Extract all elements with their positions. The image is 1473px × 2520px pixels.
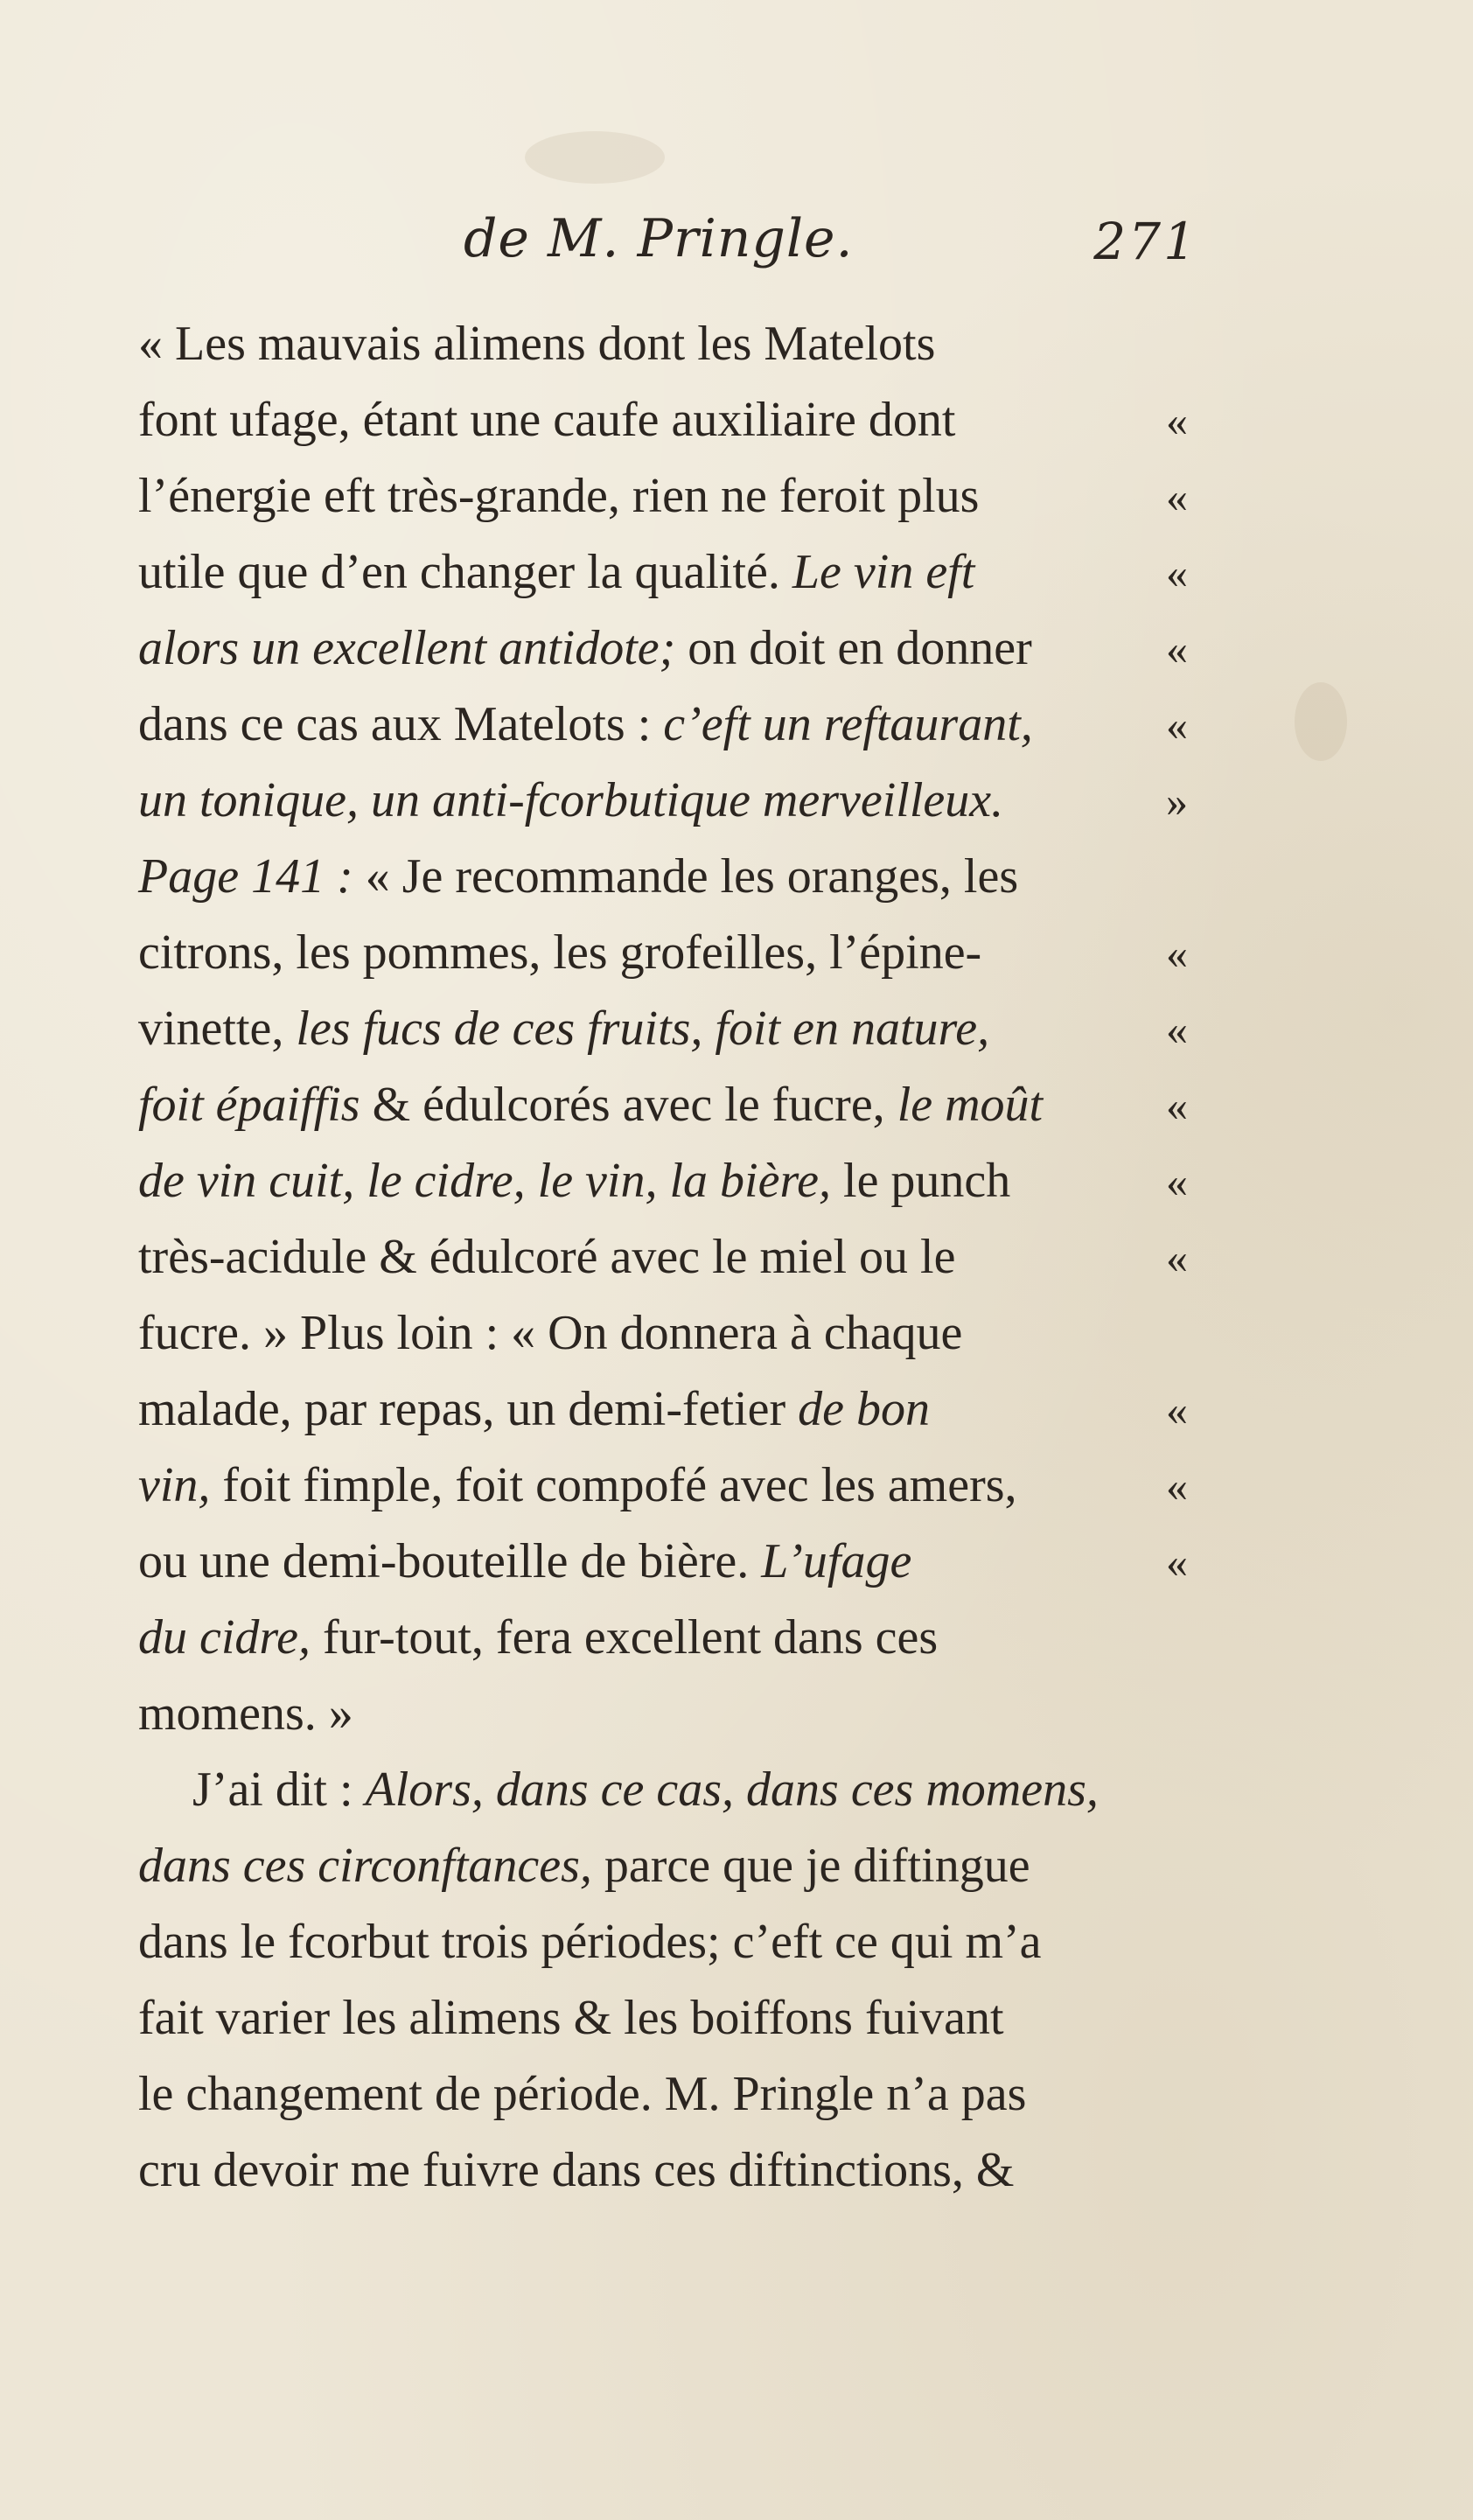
line-text (138, 1067, 1043, 1143)
text-line (138, 2056, 1188, 2133)
line-text (138, 306, 935, 382)
italic-text: c’eft un reftaurant, (663, 697, 1033, 751)
text-line (138, 839, 1188, 915)
text-line (138, 458, 1188, 534)
text-line (138, 1524, 1188, 1600)
text-line (138, 915, 1188, 991)
text-line (138, 306, 1188, 382)
text-line (138, 534, 1188, 611)
italic-text: le moût (897, 1078, 1044, 1132)
roman-text: cru devoir me fuivre dans ces diftinctions, & (138, 2143, 1015, 2197)
italic-text: L’ufage (761, 1534, 912, 1588)
text-line (138, 1219, 1188, 1295)
roman-text: dans le fcorbut trois périodes; c’eft ce qui m’a (138, 1915, 1042, 1969)
italic-text: de bon (798, 1382, 930, 1436)
text-line (138, 1067, 1188, 1143)
quote-mark: « (1166, 1538, 1188, 1587)
quote-mark: « (1166, 396, 1188, 445)
roman-text: très-acidule & édulcoré avec le miel ou le (138, 1230, 956, 1284)
text-line (138, 1980, 1188, 2056)
roman-text: on doit en donner (675, 621, 1032, 675)
line-text (138, 1295, 962, 1372)
running-head: de M. Pringle. (464, 208, 854, 269)
quote-mark: « (1166, 1462, 1188, 1511)
line-text (192, 1752, 1099, 1828)
roman-text: « Les mauvais alimens dont les Matelots (138, 317, 936, 371)
quote-mark: « (1166, 1157, 1188, 1206)
line-text (138, 611, 1032, 687)
italic-text: alors un excellent antidote; (138, 621, 676, 675)
text-line (138, 1828, 1188, 1904)
quote-mark: « (1166, 1005, 1188, 1054)
text-line (138, 611, 1188, 687)
quote-mark: « (1166, 1081, 1188, 1130)
italic-text: du cidre, (138, 1610, 311, 1665)
italic-text: Le vin eft (792, 545, 975, 599)
italic-text: les fucs de ces fruits, foit en nature, (296, 1002, 990, 1056)
roman-text: ou une demi-bouteille de bière. (138, 1534, 762, 1588)
line-text (138, 458, 979, 534)
quote-mark: « (1166, 548, 1188, 597)
roman-text: « Je recommande les oranges, les (353, 849, 1019, 904)
italic-text: un tonique, un anti-fcorbutique merveilleux. (138, 773, 1004, 827)
line-text (138, 991, 989, 1067)
roman-text: font ufage, étant une caufe auxiliaire dont (138, 393, 956, 447)
italic-text: foit épaiffis (138, 1078, 360, 1132)
line-text (138, 1448, 1017, 1524)
roman-text: malade, par repas, un demi-fetier (138, 1382, 799, 1436)
body-text (138, 306, 1188, 2209)
line-text (138, 1828, 1030, 1904)
italic-text: Page 141 : (138, 849, 353, 904)
roman-text: le punch (831, 1154, 1011, 1208)
line-text (138, 534, 974, 611)
roman-text: fur-tout, fera excellent dans ces (310, 1610, 939, 1665)
line-text (138, 1600, 938, 1676)
italic-text: dans ces circonftances, (138, 1839, 592, 1893)
text-line (138, 763, 1188, 839)
line-text (138, 915, 981, 991)
text-line (138, 1295, 1188, 1372)
quote-mark: « (1166, 625, 1188, 674)
quote-mark: « (1166, 1233, 1188, 1282)
roman-text: foit fimple, foit compofé avec les amers, (210, 1458, 1017, 1512)
page-number: 271 (1093, 212, 1198, 271)
roman-text: & édulcorés avec le fucre, (360, 1078, 897, 1132)
italic-text: de vin cuit, le cidre, le vin, la bière, (138, 1154, 832, 1208)
line-text (138, 2056, 1026, 2133)
line-text (138, 1143, 1010, 1219)
roman-text: vinette, (138, 1002, 297, 1056)
roman-text: l’énergie eft très-grande, rien ne feroit plus (138, 469, 980, 523)
text-line (138, 1143, 1188, 1219)
roman-text: momens. » (138, 1686, 353, 1741)
text-line (138, 1372, 1188, 1448)
line-text (138, 763, 1003, 839)
roman-text: le changement de période. M. Pringle n’a pas (138, 2067, 1027, 2121)
line-text (138, 687, 1033, 763)
text-line (138, 382, 1188, 458)
line-text (138, 1219, 955, 1295)
line-text (138, 1524, 911, 1600)
text-line (138, 1752, 1188, 1828)
paper-stain (525, 131, 665, 184)
line-text (138, 382, 955, 458)
text-line (138, 1676, 1188, 1752)
text-line (138, 1448, 1188, 1524)
quote-mark: « (1166, 929, 1188, 978)
line-text (138, 1676, 353, 1752)
line-text (138, 2133, 1015, 2209)
text-line (138, 687, 1188, 763)
line-text (138, 839, 1018, 915)
text-line (138, 1904, 1188, 1980)
roman-text: citrons, les pommes, les grofeilles, l’épine- (138, 925, 982, 980)
roman-text: fait varier les alimens & les boiffons fuivant (138, 1991, 1004, 2045)
line-text (138, 1372, 930, 1448)
text-line (138, 991, 1188, 1067)
roman-text: parce que je diftingue (591, 1839, 1030, 1893)
line-text (138, 1980, 1004, 2056)
italic-text: vin, (138, 1458, 211, 1512)
italic-text: Alors, dans ce cas, dans ces momens, (365, 1763, 1099, 1817)
roman-text: J’ai dit : (192, 1763, 366, 1817)
roman-text: utile que d’en changer la qualité. (138, 545, 792, 599)
quote-mark: « (1166, 1386, 1188, 1435)
line-text (138, 1904, 1042, 1980)
quote-mark: « (1166, 701, 1188, 750)
text-line (138, 2133, 1188, 2209)
paper-stain (1295, 682, 1347, 761)
roman-text: dans ce cas aux Matelots : (138, 697, 664, 751)
roman-text: fucre. » Plus loin : « On donnera à chaque (138, 1306, 963, 1360)
page-header (464, 208, 1198, 287)
text-line (138, 1600, 1188, 1676)
quote-mark: « (1166, 472, 1188, 521)
quote-mark: » (1166, 777, 1188, 826)
